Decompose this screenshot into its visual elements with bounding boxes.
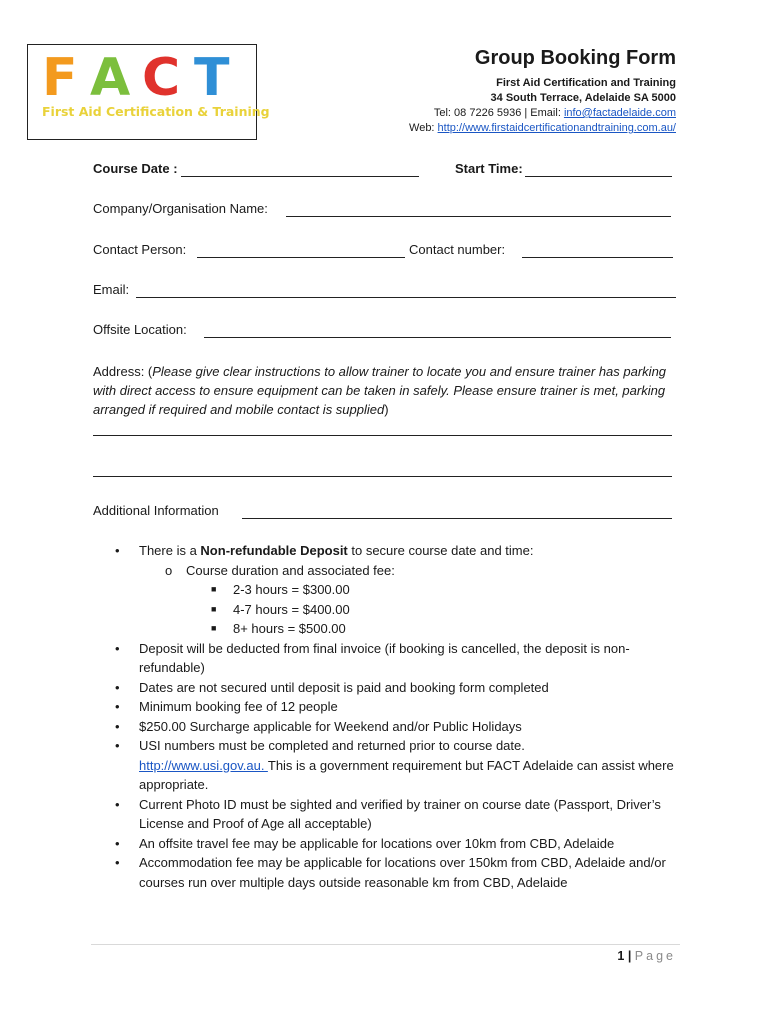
- page-word: Page: [634, 949, 676, 963]
- start-time-label: Start Time:: [455, 161, 523, 176]
- start-time-field[interactable]: [525, 176, 672, 177]
- org-name: First Aid Certification and Training: [496, 77, 676, 89]
- photo-id-text: Current Photo ID must be sighted and verified by trainer on course date (Passport, Driver’s License and Proof of Age all acceptable): [139, 796, 661, 831]
- page-separator: |: [627, 949, 632, 963]
- list-item-deducted: [93, 639, 678, 678]
- bullet-icon: •: [115, 718, 120, 734]
- contact-number-label: Contact number:: [409, 242, 506, 257]
- bullet-icon: •: [115, 835, 120, 851]
- bullet-icon: •: [115, 543, 120, 558]
- deposit-prefix: There is a: [139, 543, 201, 558]
- company-field[interactable]: [286, 216, 671, 217]
- circle-bullet-icon: o: [165, 562, 173, 578]
- course-date-field[interactable]: [181, 176, 419, 177]
- minimum-text: Minimum booking fee of 12 people: [139, 699, 338, 714]
- logo-tagline: First Aid Certification & Training: [42, 104, 270, 119]
- address-instructions-text: Please give clear instructions to allow trainer to locate you and ensure trainer has parking with direct access to ensure equipment can be taken in safely. Please ensure trainer is met, parking arranged if required and mobile contact is supplied: [93, 364, 667, 417]
- accommodation-text: Accommodation fee may be applicable for locations over 150km from CBD, Adelaide and/or courses run over multiple days outside reasonable km from CBD, Adelaide: [139, 855, 666, 890]
- duration-heading: Course duration and associated fee:: [186, 562, 395, 578]
- additional-info-field[interactable]: [242, 518, 672, 519]
- fee-text: 2-3 hours = $300.00: [233, 582, 350, 597]
- page-title: Group Booking Form: [474, 47, 676, 69]
- org-address: 34 South Terrace, Adelaide SA 5000: [490, 92, 676, 104]
- bullet-icon: •: [115, 855, 120, 870]
- bullet-icon: •: [115, 699, 120, 714]
- deposit-suffix: to secure course date and time:: [347, 543, 534, 558]
- contact-person-field[interactable]: [197, 257, 405, 258]
- list-item-dates: [93, 678, 678, 698]
- list-item-deposit: [93, 541, 678, 561]
- offsite-location-label: Offsite Location:: [93, 322, 187, 337]
- address-field-line-2[interactable]: [93, 476, 672, 477]
- list-item-accommodation: [93, 853, 678, 892]
- list-item-minimum: [93, 697, 678, 717]
- contact-number-field[interactable]: [522, 257, 673, 258]
- travel-text: An offsite travel fee may be applicable for locations over 10km from CBD, Adelaide: [139, 835, 615, 851]
- email-label: Email:: [93, 282, 130, 297]
- email-link[interactable]: info@factadelaide.com: [563, 107, 676, 119]
- surcharge-text: $250.00 Surcharge applicable for Weekend and/or Public Holidays: [139, 718, 522, 734]
- square-bullet-icon: ■: [211, 603, 217, 614]
- deposit-bold: Non-refundable Deposit: [200, 543, 348, 558]
- usi-text: USI numbers must be completed and returned prior to course date.: [139, 738, 525, 753]
- web-line: [409, 121, 676, 136]
- offsite-location-field[interactable]: [204, 337, 671, 338]
- footer-divider: [91, 944, 680, 945]
- list-item-surcharge: [93, 717, 678, 737]
- page-footer: [617, 949, 676, 963]
- list-item-travel: [93, 834, 678, 854]
- deducted-text: Deposit will be deducted from final invoice (if booking is cancelled, the deposit is non-refundable): [139, 640, 630, 675]
- usi-link[interactable]: http://www.usi.gov.au.: [139, 757, 268, 773]
- document-header: [409, 46, 676, 136]
- contact-person-label: Contact Person:: [93, 242, 187, 257]
- contact-line: [409, 106, 676, 121]
- company-label: Company/Organisation Name:: [93, 201, 268, 216]
- bullet-icon: •: [115, 738, 120, 753]
- usi-suffix: This is a government requirement but FACT Adelaide can assist where appropriate.: [139, 757, 674, 792]
- address-field-line-1[interactable]: [93, 435, 672, 436]
- page-number: 1: [617, 949, 625, 963]
- bullet-icon: •: [115, 640, 120, 656]
- fee-text: 4-7 hours = $400.00: [233, 601, 350, 617]
- address-close: ): [384, 402, 389, 417]
- list-item-fee: [93, 600, 678, 620]
- dates-text: Dates are not secured until deposit is paid and booking form completed: [139, 679, 549, 695]
- fact-logo: [27, 44, 270, 140]
- logo-letter-c: C: [142, 48, 181, 108]
- website-link[interactable]: http://www.firstaidcertificationandtraining.com.au/: [437, 122, 676, 134]
- course-date-label: Course Date :: [93, 161, 178, 176]
- additional-info-label: Additional Information: [93, 503, 219, 518]
- list-item-photo-id: [93, 795, 678, 834]
- fee-text: 8+ hours = $500.00: [233, 621, 346, 636]
- logo-letter-t: T: [194, 48, 230, 108]
- email-field[interactable]: [136, 297, 676, 298]
- web-prefix: Web:: [409, 122, 438, 134]
- address-label: Address: (: [93, 364, 153, 379]
- logo-letter-a: A: [90, 48, 131, 108]
- list-item-fee: [93, 580, 678, 600]
- contact-prefix: Tel: 08 7226 5936 | Email:: [433, 107, 564, 119]
- bullet-icon: •: [115, 796, 120, 812]
- square-bullet-icon: ■: [211, 584, 217, 594]
- square-bullet-icon: ■: [211, 623, 217, 633]
- list-item-usi: [93, 736, 678, 795]
- address-instructions: [93, 362, 683, 419]
- terms-list: [93, 541, 678, 892]
- logo-letter-f: F: [42, 48, 78, 108]
- list-item-fee: [93, 619, 678, 639]
- bullet-icon: •: [115, 679, 120, 695]
- list-item-duration: [93, 561, 678, 581]
